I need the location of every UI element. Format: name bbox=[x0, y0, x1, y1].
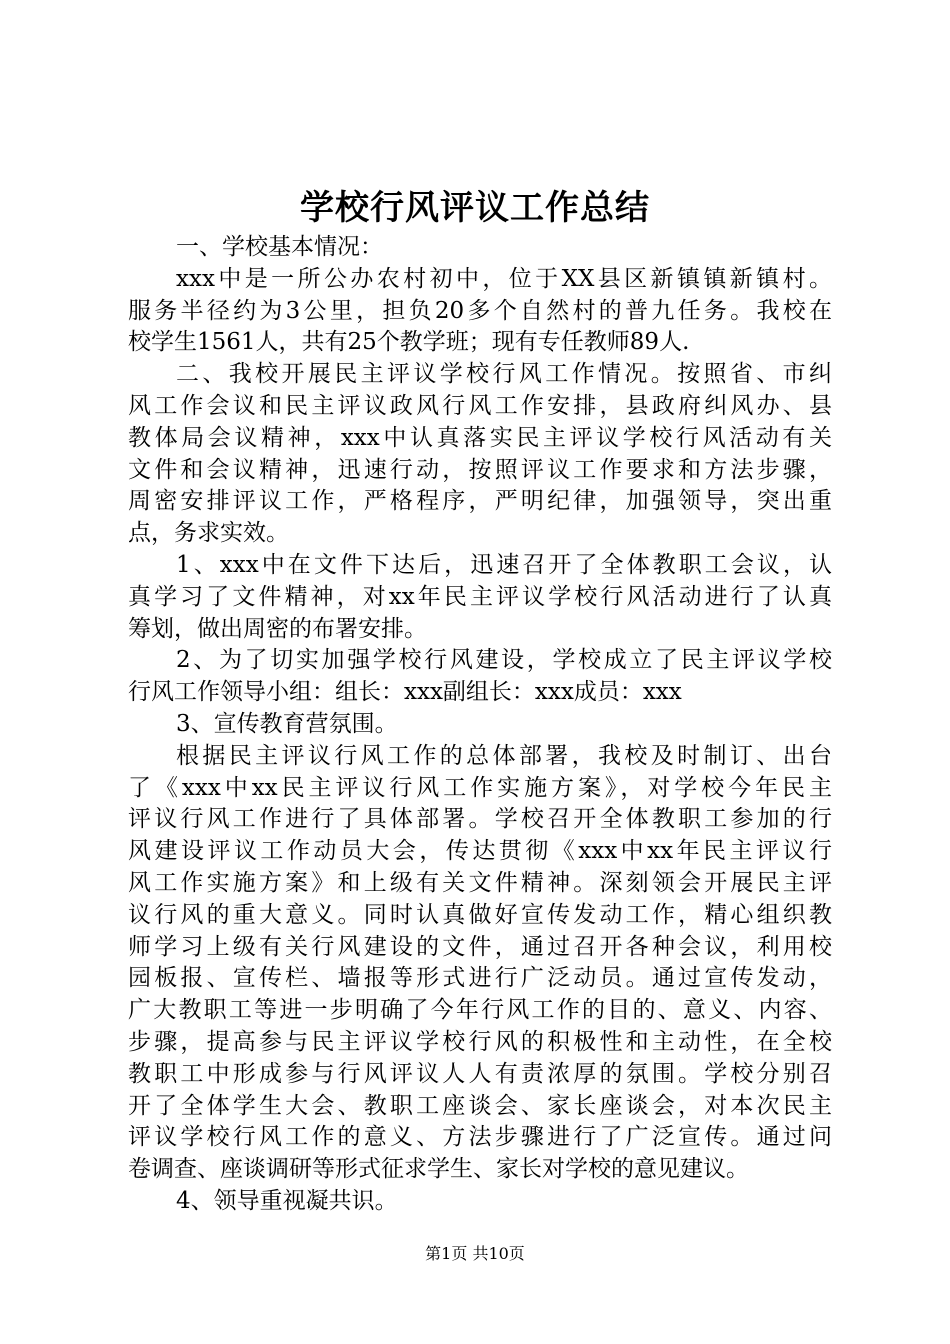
text-line: 文件和会议精神，迅速行动，按照评议工作要求和方法步骤， bbox=[128, 456, 832, 483]
text-line: 点，务求实效。 bbox=[128, 520, 289, 547]
text-line: 评议行风工作进行了具体部署。学校召开全体教职工参加的行 bbox=[128, 806, 832, 833]
text-line: 周密安排评议工作，严格程序，严明纪律，加强领导，突出重 bbox=[128, 488, 832, 515]
text-line: 真学习了文件精神，对xx年民主评议学校行风活动进行了认真 bbox=[128, 583, 832, 610]
text-line: 广大教职工等进一步明确了今年行风工作的目的、意义、内容、 bbox=[128, 997, 832, 1024]
text-line: 教体局会议精神，xxx中认真落实民主评议学校行风活动有关 bbox=[128, 424, 832, 451]
text-line: 开了全体学生大会、教职工座谈会、家长座谈会，对本次民主 bbox=[128, 1092, 832, 1119]
text-line: 一、学校基本情况： bbox=[176, 234, 383, 260]
text-line: 二、我校开展民主评议学校行风工作情况。按照省、市纠 bbox=[176, 361, 832, 388]
text-line: 议行风的重大意义。同时认真做好宣传发动工作，精心组织教 bbox=[128, 901, 832, 928]
text-line: 园板报、宣传栏、墙报等形式进行广泛动员。通过宣传发动， bbox=[128, 965, 832, 992]
text-line: 2、为了切实加强学校行风建设，学校成立了民主评议学校 bbox=[176, 647, 832, 674]
text-line: 根据民主评议行风工作的总体部署，我校及时制订、出台 bbox=[176, 742, 832, 769]
text-line: 1、xxx中在文件下达后，迅速召开了全体教职工会议，认 bbox=[176, 551, 832, 578]
text-line: 风工作实施方案》和上级有关文件精神。深刻领会开展民主评 bbox=[128, 869, 832, 896]
text-line: 4、领导重视凝共识。 bbox=[176, 1187, 398, 1214]
text-line: 风工作会议和民主评议政风行风工作安排，县政府纠风办、县 bbox=[128, 392, 832, 419]
text-line: xxx中是一所公办农村初中，位于XX县区新镇镇新镇村。 bbox=[176, 265, 832, 292]
text-line: 步骤，提高参与民主评议学校行风的积极性和主动性，在全校 bbox=[128, 1028, 832, 1055]
document-title: 学校行风评议工作总结 bbox=[300, 188, 650, 228]
text-line: 校学生1561人，共有25个教学班；现有专任教师89人. bbox=[128, 329, 690, 356]
text-line: 3、宣传教育营氛围。 bbox=[176, 710, 398, 737]
text-line: 了《xxx中xx民主评议行风工作实施方案》，对学校今年民主 bbox=[128, 774, 832, 801]
page-footer: 第1页 共10页 bbox=[425, 1244, 525, 1263]
text-line: 行风工作领导小组：组长：xxx副组长：xxx成员：xxx bbox=[128, 679, 682, 706]
text-line: 卷调查、座谈调研等形式征求学生、家长对学校的意见建议。 bbox=[128, 1156, 749, 1183]
text-line: 评议学校行风工作的意义、方法步骤进行了广泛宣传。通过问 bbox=[128, 1124, 832, 1151]
text-line: 筹划，做出周密的布署安排。 bbox=[128, 615, 427, 642]
text-line: 师学习上级有关行风建设的文件，通过召开各种会议，利用校 bbox=[128, 933, 832, 960]
text-line: 教职工中形成参与行风评议人人有责浓厚的氛围。学校分别召 bbox=[128, 1060, 832, 1087]
text-line: 风建设评议工作动员大会，传达贯彻《xxx中xx年民主评议行 bbox=[128, 838, 832, 865]
document-body bbox=[128, 232, 832, 1218]
text-line: 服务半径约为3公里，担负20多个自然村的普九任务。我校在 bbox=[128, 297, 832, 324]
